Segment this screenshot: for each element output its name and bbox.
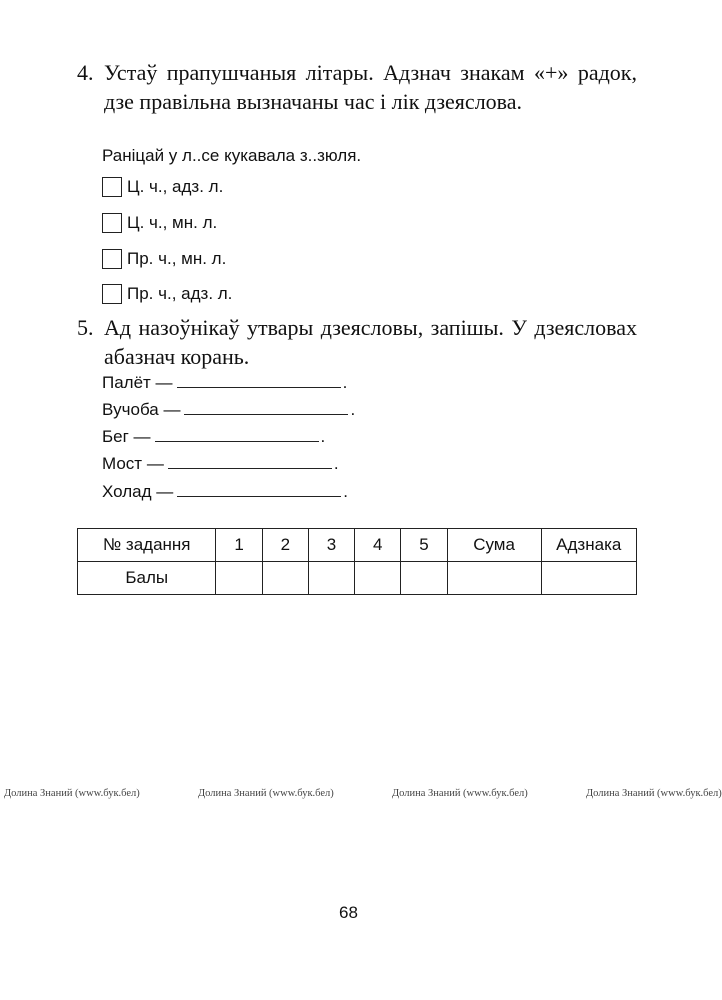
header-task-number: № задання	[78, 529, 216, 562]
points-cell-sum[interactable]	[447, 562, 541, 595]
answer-line-4[interactable]	[168, 453, 332, 469]
checkbox-option-2[interactable]	[102, 213, 122, 233]
option-3[interactable]	[102, 248, 226, 270]
checkbox-option-4[interactable]	[102, 284, 122, 304]
score-points-row	[78, 562, 637, 595]
task-4-sentence: Раніцай у л..се кукавала з..зюля.	[102, 146, 362, 165]
watermark-2: Долина Знаний (www.бук.бел)	[198, 788, 334, 799]
header-task-4: 4	[355, 529, 401, 562]
word-3: Бег —	[102, 427, 151, 446]
word-row-3: Бег — .	[102, 427, 326, 446]
word-row-2: Вучоба — .	[102, 400, 356, 419]
header-grade: Адзнака	[541, 529, 636, 562]
option-2-label: Ц. ч., мн. л.	[127, 213, 218, 232]
option-1-label: Ц. ч., адз. л.	[127, 177, 224, 196]
word-row-1: Палёт — .	[102, 373, 348, 392]
task-4	[77, 58, 637, 116]
word-2: Вучоба —	[102, 400, 181, 419]
option-4-label: Пр. ч., адз. л.	[127, 284, 233, 303]
header-task-5: 5	[401, 529, 447, 562]
watermark-3: Долина Знаний (www.бук.бел)	[392, 788, 528, 799]
points-cell-grade[interactable]	[541, 562, 636, 595]
option-3-label: Пр. ч., мн. л.	[127, 249, 227, 268]
task-4-text: Устаў прапушчаныя літары. Адзнач знакам «+» радок, дзе правільна вызначаны час і лік дзеяслова.	[104, 60, 637, 114]
checkbox-option-3[interactable]	[102, 249, 122, 269]
score-table	[77, 528, 637, 595]
word-5: Холад —	[102, 482, 174, 501]
answer-line-1[interactable]	[177, 372, 341, 388]
header-task-1: 1	[216, 529, 262, 562]
option-4[interactable]	[102, 283, 232, 305]
task-4-number: 4.	[77, 60, 94, 85]
page-number: 68	[339, 903, 358, 922]
task-5-number: 5.	[77, 315, 94, 340]
points-cell-3[interactable]	[308, 562, 354, 595]
word-4: Мост —	[102, 454, 164, 473]
option-1[interactable]	[102, 176, 223, 198]
checkbox-option-1[interactable]	[102, 177, 122, 197]
word-1: Палёт —	[102, 373, 173, 392]
header-task-2: 2	[262, 529, 308, 562]
points-cell-2[interactable]	[262, 562, 308, 595]
watermark-4: Долина Знаний (www.бук.бел)	[586, 788, 722, 799]
header-task-3: 3	[308, 529, 354, 562]
points-cell-1[interactable]	[216, 562, 262, 595]
answer-line-2[interactable]	[184, 399, 348, 415]
word-row-5: Холад — .	[102, 482, 348, 501]
watermark-1: Долина Знаний (www.бук.бел)	[4, 788, 140, 799]
points-cell-4[interactable]	[355, 562, 401, 595]
points-cell-5[interactable]	[401, 562, 447, 595]
score-header-row	[78, 529, 637, 562]
header-sum: Сума	[447, 529, 541, 562]
answer-line-5[interactable]	[177, 481, 341, 497]
answer-line-3[interactable]	[155, 426, 319, 442]
word-row-4: Мост — .	[102, 454, 339, 473]
task-5-text: Ад назоўнікаў утвары дзеясловы, запішы. У дзеясловах абазнач корань.	[104, 315, 637, 369]
task-5	[77, 313, 637, 371]
option-2[interactable]	[102, 212, 217, 234]
points-label: Балы	[78, 562, 216, 595]
